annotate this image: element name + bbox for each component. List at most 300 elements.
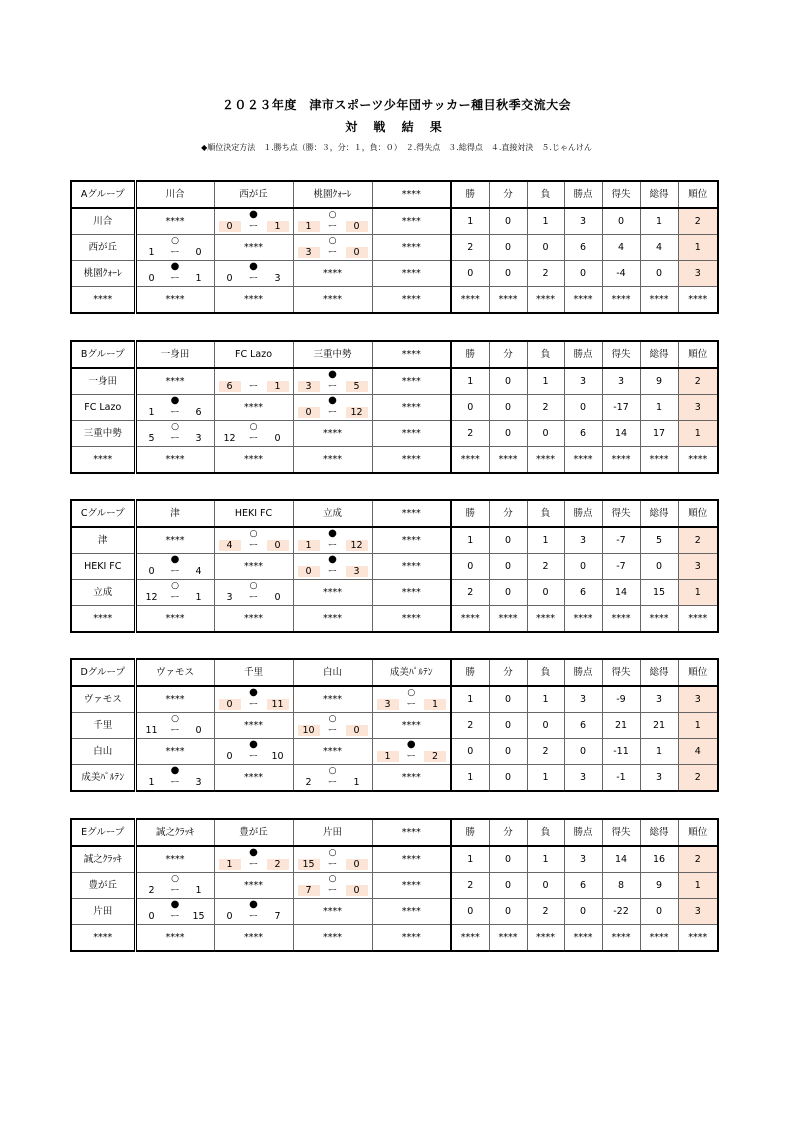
match-cell	[214, 368, 293, 395]
win-mark-icon	[215, 210, 293, 220]
stat-cell: 0	[489, 765, 527, 792]
score-away: 1	[195, 885, 202, 896]
win-mark-icon	[137, 262, 214, 272]
win-mark-icon	[215, 688, 293, 698]
score	[215, 699, 293, 710]
group-table	[70, 180, 719, 314]
match-result	[137, 235, 214, 260]
win-mark-icon	[215, 900, 293, 910]
score-home: 1	[148, 777, 155, 788]
score-away: 0	[195, 247, 202, 258]
table-row	[71, 686, 718, 713]
stat-header: 得失	[602, 500, 640, 527]
team-header: 津	[135, 500, 214, 527]
stat-cell: -4	[602, 261, 640, 287]
win-mark-icon	[137, 900, 214, 910]
stat-header: 総得	[640, 500, 678, 527]
match-result	[294, 235, 372, 260]
match-cell: ****	[372, 554, 451, 580]
stat-cell: 0	[602, 208, 640, 235]
group-table	[70, 818, 719, 952]
team-header: 三重中勢	[293, 341, 372, 368]
score	[294, 540, 372, 551]
stat-header: 勝	[451, 181, 489, 208]
match-cell: ****	[293, 447, 372, 474]
stat-header: 勝点	[564, 181, 602, 208]
match-cell: ****	[214, 606, 293, 633]
match-cell	[293, 527, 372, 554]
stat-cell: 0	[489, 235, 527, 261]
stat-cell: 15	[640, 580, 678, 606]
match-cell: ****	[372, 368, 451, 395]
loss-mark-icon	[137, 236, 214, 246]
match-cell: ****	[135, 208, 214, 235]
stat-cell: 2	[451, 580, 489, 606]
match-cell: ****	[214, 765, 293, 792]
score-home: 5	[148, 433, 155, 444]
match-result	[215, 369, 293, 394]
loss-mark-icon	[294, 848, 372, 858]
stat-cell: 14	[602, 580, 640, 606]
score-away: 3	[195, 777, 202, 788]
match-result	[215, 739, 293, 764]
stat-cell: 21	[640, 713, 678, 739]
score-home: 1	[148, 407, 155, 418]
score-dash: ー	[327, 566, 338, 577]
stat-cell: ****	[602, 606, 640, 633]
loss-mark-icon	[294, 714, 372, 724]
stat-cell: 0	[489, 899, 527, 925]
team-header: 立成	[293, 500, 372, 527]
group-table	[70, 499, 719, 633]
team-name: 片田	[71, 899, 135, 925]
stat-cell: 0	[564, 899, 602, 925]
score	[215, 751, 293, 762]
score	[137, 885, 214, 896]
match-cell	[135, 580, 214, 606]
stat-header: 分	[489, 659, 527, 686]
match-cell: ****	[135, 606, 214, 633]
match-result	[373, 739, 451, 764]
team-header: 誠之ｸﾗｯｷ	[135, 819, 214, 846]
score	[294, 381, 372, 392]
stat-header: 勝	[451, 819, 489, 846]
table-row	[71, 261, 718, 287]
win-mark-icon	[137, 766, 214, 776]
match-cell: ****	[372, 846, 451, 873]
score-home: 0	[148, 911, 155, 922]
stat-cell: 5	[640, 527, 678, 554]
stat-cell: ****	[678, 447, 718, 474]
score	[215, 592, 293, 603]
score-home: 3	[226, 592, 233, 603]
stat-cell: 16	[640, 846, 678, 873]
team-name: 川合	[71, 208, 135, 235]
stat-cell: 9	[640, 368, 678, 395]
match-cell	[214, 580, 293, 606]
score-away: 12	[346, 540, 368, 551]
match-cell: ****	[135, 447, 214, 474]
score-dash: ー	[248, 859, 259, 870]
match-cell: ****	[372, 395, 451, 421]
score-home: 0	[219, 699, 241, 710]
loss-mark-icon	[373, 688, 451, 698]
stat-cell: -1	[602, 765, 640, 792]
match-result	[294, 873, 372, 898]
team-header: 成美ﾊﾟﾙﾃﾝ	[372, 659, 451, 686]
stat-cell: 2	[527, 899, 564, 925]
stat-cell: 3	[564, 846, 602, 873]
score	[137, 247, 214, 258]
match-cell: ****	[372, 713, 451, 739]
stat-cell: ****	[602, 925, 640, 952]
score-home: 2	[148, 885, 155, 896]
match-result	[137, 765, 214, 790]
score-away: 4	[195, 566, 202, 577]
stat-cell: 2	[527, 395, 564, 421]
score	[294, 859, 372, 870]
score-away: 11	[267, 699, 289, 710]
stat-cell: 1	[640, 395, 678, 421]
stat-cell: 2	[527, 261, 564, 287]
table-row	[71, 713, 718, 739]
stat-header: 勝点	[564, 341, 602, 368]
team-name: ヴァモス	[71, 686, 135, 713]
stat-header: 勝点	[564, 819, 602, 846]
score-dash: ー	[327, 221, 338, 232]
stat-cell: ****	[602, 447, 640, 474]
rank-cell: 3	[678, 899, 718, 925]
score-home: 3	[298, 381, 320, 392]
stat-cell: 6	[564, 873, 602, 899]
table-row	[71, 899, 718, 925]
score	[137, 566, 214, 577]
score-home: 11	[145, 725, 158, 736]
match-result	[137, 554, 214, 579]
score-home: 6	[219, 381, 241, 392]
team-name: ****	[71, 925, 135, 952]
rank-cell: 3	[678, 686, 718, 713]
rank-cell: 1	[678, 873, 718, 899]
score	[373, 751, 451, 762]
stat-header: 分	[489, 341, 527, 368]
stat-header: 負	[527, 659, 564, 686]
match-cell	[372, 739, 451, 765]
match-result	[137, 421, 214, 446]
match-cell: ****	[293, 925, 372, 952]
stat-cell: ****	[451, 447, 489, 474]
score-home: 4	[219, 540, 241, 551]
score-dash: ー	[170, 247, 180, 258]
stat-header: 順位	[678, 819, 718, 846]
match-cell: ****	[214, 447, 293, 474]
stat-header: 順位	[678, 659, 718, 686]
ranking-rule: ◆順位決定方法 １.勝ち点（勝：３，分：１，負：０） ２.得失点 ３.総得点 ４.直接対決 ５.じゃんけん	[201, 143, 592, 152]
stat-header: 負	[527, 500, 564, 527]
stat-cell: 0	[564, 395, 602, 421]
stat-cell: ****	[678, 287, 718, 314]
score-home: 7	[298, 885, 320, 896]
stat-cell: 2	[451, 421, 489, 447]
match-cell: ****	[135, 686, 214, 713]
score-dash: ー	[327, 859, 338, 870]
score	[294, 407, 372, 418]
stat-cell: 3	[564, 686, 602, 713]
team-header: 豊が丘	[214, 819, 293, 846]
loss-mark-icon	[215, 581, 293, 591]
stat-cell: ****	[489, 447, 527, 474]
stat-cell: ****	[451, 925, 489, 952]
score-home: 0	[226, 751, 233, 762]
stat-cell: ****	[527, 606, 564, 633]
score-away: 6	[195, 407, 202, 418]
score-home: 12	[145, 592, 158, 603]
score	[294, 777, 372, 788]
stat-cell: 0	[489, 554, 527, 580]
stat-cell: 3	[640, 686, 678, 713]
score-dash: ー	[170, 566, 180, 577]
stat-header: 勝	[451, 341, 489, 368]
score	[137, 273, 214, 284]
rank-cell: 1	[678, 713, 718, 739]
match-cell: ****	[214, 395, 293, 421]
team-header: ****	[372, 819, 451, 846]
score-dash: ー	[248, 699, 259, 710]
match-result	[215, 847, 293, 872]
score	[137, 433, 214, 444]
group-table	[70, 658, 719, 792]
page-subtitle: 対 戦 結 果	[345, 120, 448, 134]
team-name: 成美ﾊﾟﾙﾃﾝ	[71, 765, 135, 792]
team-name: ****	[71, 287, 135, 314]
score	[294, 566, 372, 577]
stat-cell: 0	[451, 899, 489, 925]
team-name: 豊が丘	[71, 873, 135, 899]
match-cell	[214, 527, 293, 554]
rank-cell: 1	[678, 235, 718, 261]
score	[294, 725, 372, 736]
match-result	[294, 554, 372, 579]
match-cell: ****	[214, 554, 293, 580]
score-away: 0	[346, 885, 368, 896]
match-cell: ****	[372, 527, 451, 554]
score-home: 1	[298, 540, 320, 551]
match-cell: ****	[293, 606, 372, 633]
header-row	[71, 181, 718, 208]
stat-cell: 21	[602, 713, 640, 739]
match-result	[215, 421, 293, 446]
stat-cell: 0	[489, 873, 527, 899]
team-name: ****	[71, 606, 135, 633]
loss-mark-icon	[294, 766, 372, 776]
match-cell: ****	[293, 261, 372, 287]
stat-cell: 0	[451, 739, 489, 765]
score-home: 3	[377, 699, 399, 710]
score	[294, 885, 372, 896]
match-result	[137, 873, 214, 898]
stat-header: 分	[489, 500, 527, 527]
stat-header: 総得	[640, 181, 678, 208]
rank-cell: 3	[678, 261, 718, 287]
stat-cell: 1	[527, 208, 564, 235]
match-cell: ****	[135, 287, 214, 314]
match-cell: ****	[293, 899, 372, 925]
match-result	[215, 899, 293, 924]
stat-cell: 1	[451, 368, 489, 395]
match-result	[137, 261, 214, 286]
score-dash: ー	[248, 540, 259, 551]
match-cell: ****	[372, 873, 451, 899]
score-home: 1	[219, 859, 241, 870]
match-cell	[135, 235, 214, 261]
match-result	[373, 687, 451, 712]
stat-cell: 0	[489, 261, 527, 287]
score-dash: ー	[327, 247, 338, 258]
stat-header: 得失	[602, 819, 640, 846]
score-away: 0	[274, 592, 281, 603]
team-name: FC Lazo	[71, 395, 135, 421]
rank-cell: 2	[678, 527, 718, 554]
stat-cell: 2	[451, 235, 489, 261]
stat-cell: 0	[527, 235, 564, 261]
stat-header: 負	[527, 341, 564, 368]
stat-cell: ****	[564, 287, 602, 314]
stat-cell: 9	[640, 873, 678, 899]
team-header: 川合	[135, 181, 214, 208]
stat-cell: ****	[640, 447, 678, 474]
score-dash: ー	[327, 725, 338, 736]
stat-header: 得失	[602, 659, 640, 686]
score	[215, 433, 293, 444]
match-result	[294, 209, 372, 234]
stat-cell: ****	[527, 447, 564, 474]
stat-cell: -9	[602, 686, 640, 713]
score-home: 0	[226, 273, 233, 284]
stat-cell: 0	[451, 554, 489, 580]
stat-cell: ****	[527, 925, 564, 952]
stat-header: 順位	[678, 500, 718, 527]
match-cell	[293, 713, 372, 739]
match-cell	[135, 765, 214, 792]
match-cell	[135, 899, 214, 925]
rank-cell: 1	[678, 421, 718, 447]
score-home: 1	[298, 221, 320, 232]
stat-cell: 2	[527, 739, 564, 765]
stat-cell: 0	[489, 395, 527, 421]
group-name: Cグループ	[71, 500, 135, 527]
score-dash: ー	[170, 725, 180, 736]
table-row	[71, 846, 718, 873]
table-row	[71, 421, 718, 447]
team-header: ****	[372, 500, 451, 527]
score-dash: ー	[327, 540, 338, 551]
win-mark-icon	[137, 555, 214, 565]
header-row	[71, 500, 718, 527]
stat-cell: 0	[489, 713, 527, 739]
score-dash: ー	[248, 273, 259, 284]
stat-cell: 1	[451, 527, 489, 554]
score-away: 0	[346, 221, 368, 232]
score-dash: ー	[248, 751, 259, 762]
stat-cell: 0	[489, 846, 527, 873]
stat-cell: 0	[527, 713, 564, 739]
match-cell	[293, 554, 372, 580]
match-result	[294, 528, 372, 553]
match-cell	[372, 686, 451, 713]
team-name: 一身田	[71, 368, 135, 395]
score	[137, 407, 214, 418]
score-home: 0	[298, 407, 320, 418]
table-row	[71, 606, 718, 633]
stat-cell: ****	[489, 606, 527, 633]
score-dash: ー	[248, 381, 259, 392]
score-dash: ー	[170, 592, 180, 603]
stat-cell: 6	[564, 580, 602, 606]
score-dash: ー	[248, 433, 259, 444]
score-home: 0	[226, 911, 233, 922]
rank-cell: 2	[678, 368, 718, 395]
loss-mark-icon	[294, 210, 372, 220]
score-dash: ー	[248, 911, 259, 922]
match-cell	[293, 873, 372, 899]
score-away: 1	[267, 221, 289, 232]
rank-cell: 4	[678, 739, 718, 765]
stat-cell: 6	[564, 713, 602, 739]
score	[373, 699, 451, 710]
table-row	[71, 208, 718, 235]
stat-cell: ****	[489, 287, 527, 314]
score-dash: ー	[170, 433, 180, 444]
stat-cell: 0	[640, 899, 678, 925]
match-cell: ****	[135, 368, 214, 395]
score-away: 0	[346, 247, 368, 258]
match-cell	[135, 873, 214, 899]
team-name: 桃園ｸｫｰﾚ	[71, 261, 135, 287]
table-row	[71, 873, 718, 899]
loss-mark-icon	[294, 874, 372, 884]
team-header: 白山	[293, 659, 372, 686]
stat-cell: 1	[527, 368, 564, 395]
stat-cell: 0	[489, 208, 527, 235]
win-mark-icon	[373, 740, 451, 750]
table-row	[71, 368, 718, 395]
stat-cell: 0	[489, 527, 527, 554]
stat-cell: 1	[640, 739, 678, 765]
team-name: 立成	[71, 580, 135, 606]
stat-cell: 0	[640, 554, 678, 580]
score-dash: ー	[248, 592, 259, 603]
team-name: 西が丘	[71, 235, 135, 261]
table-row	[71, 287, 718, 314]
loss-mark-icon	[137, 714, 214, 724]
stat-cell: -17	[602, 395, 640, 421]
stat-cell: 1	[451, 208, 489, 235]
stat-cell: ****	[678, 925, 718, 952]
match-cell	[293, 235, 372, 261]
win-mark-icon	[294, 396, 372, 406]
stat-header: 勝	[451, 500, 489, 527]
score-dash: ー	[170, 911, 180, 922]
stat-cell: 3	[564, 765, 602, 792]
team-name: ****	[71, 447, 135, 474]
team-header: ヴァモス	[135, 659, 214, 686]
table-row	[71, 447, 718, 474]
score-home: 10	[298, 725, 320, 736]
score-dash: ー	[406, 751, 416, 762]
stat-cell: 0	[451, 261, 489, 287]
stat-cell: 1	[527, 686, 564, 713]
match-cell	[293, 765, 372, 792]
